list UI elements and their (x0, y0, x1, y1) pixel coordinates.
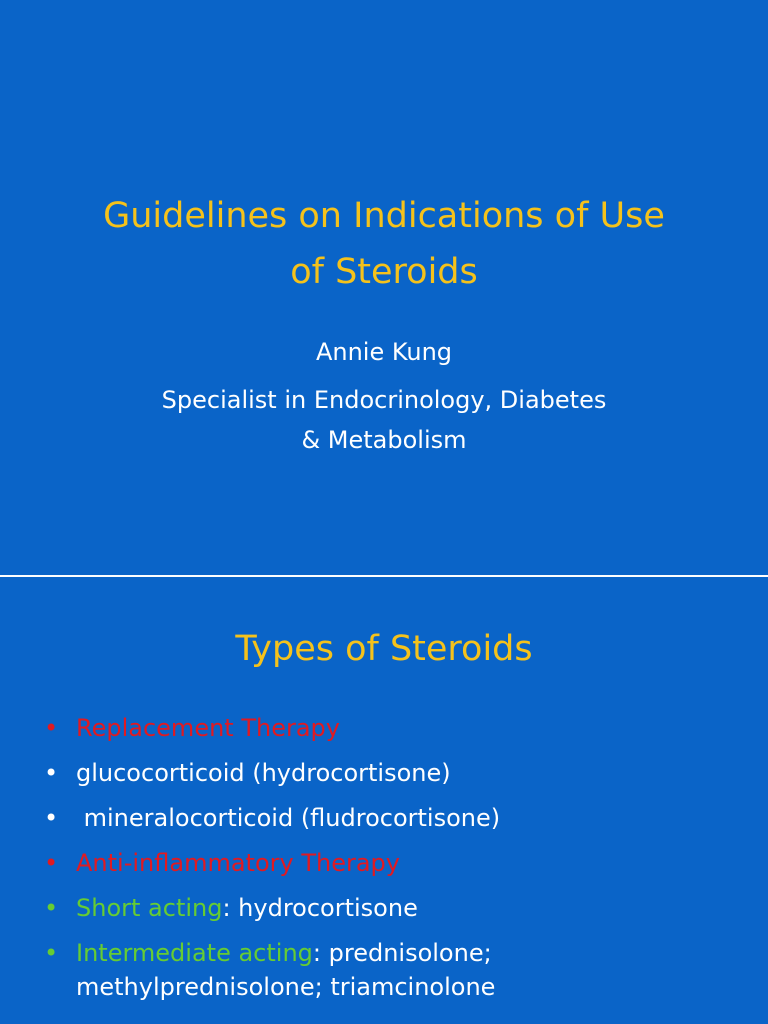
title-line-2: of Steroids (290, 252, 478, 292)
presenter-info (0, 332, 768, 460)
author-role-line-2: & Metabolism (301, 426, 467, 454)
types-slide-title: Types of Steroids (235, 629, 533, 669)
bullet-icon: • (44, 714, 59, 742)
item-text: : hydrocortisone (222, 894, 418, 922)
list-item-replacement-therapy (44, 711, 744, 745)
bullet-icon: • (44, 894, 59, 922)
bullet-icon: • (44, 759, 59, 787)
author-name: Annie Kung (315, 338, 453, 366)
item-label: Anti-inflammatory Therapy (76, 849, 400, 877)
list-item-mineralocorticoid (44, 801, 744, 835)
item-text: : prednisolone; methylprednisolone; triamcinolone (76, 939, 496, 1001)
list-item-anti-inflammatory-therapy (44, 846, 744, 880)
item-label: Replacement Therapy (76, 714, 340, 742)
list-item-intermediate-acting (44, 936, 744, 1004)
bullet-icon: • (44, 939, 59, 967)
bullet-icon: • (44, 804, 59, 832)
item-label: Intermediate acting (76, 939, 313, 967)
item-text: glucocorticoid (hydrocortisone) (76, 759, 451, 787)
steroid-types-list (44, 711, 744, 1015)
list-item-short-acting (44, 891, 744, 925)
bullet-icon: • (44, 849, 59, 877)
title-line-1: Guidelines on Indications of Use (103, 196, 665, 236)
presentation-title (0, 188, 768, 300)
author-role-line-1: Specialist in Endocrinology, Diabetes (161, 386, 607, 414)
item-text: mineralocorticoid (fludrocortisone) (76, 804, 501, 832)
item-label: Short acting (76, 894, 223, 922)
types-slide (0, 577, 768, 1024)
list-item-glucocorticoid (44, 756, 744, 790)
